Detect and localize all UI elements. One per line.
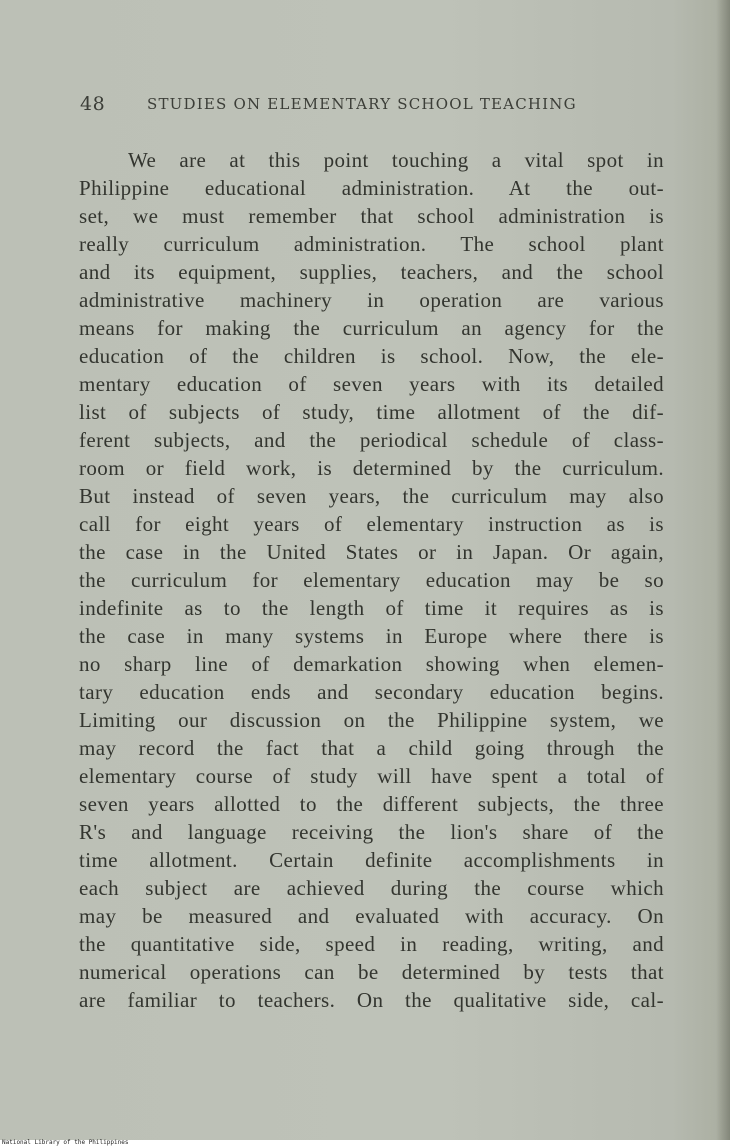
text-line: Limiting our discussion on the Philippine system, we xyxy=(79,708,664,732)
text-line: administrative machinery in operation are various xyxy=(79,288,664,312)
text-line: the curriculum for elementary education may be so xyxy=(79,568,664,592)
text-line: the quantitative side, speed in reading, writing, and xyxy=(79,932,664,956)
text-line: room or field work, is determined by the curriculum. xyxy=(79,456,664,480)
library-watermark: National Library of the Philippines xyxy=(2,1139,129,1146)
text-line: tary education ends and secondary education begins. xyxy=(79,680,664,704)
text-line: and its equipment, supplies, teachers, and the school xyxy=(79,260,664,284)
text-line: mentary education of seven years with its detailed xyxy=(79,372,664,396)
footer-bar xyxy=(0,1140,730,1148)
page-edge-shadow xyxy=(716,0,730,1140)
text-line: R's and language receiving the lion's share of the xyxy=(79,820,664,844)
text-line: really curriculum administration. The school plant xyxy=(79,232,664,256)
text-line: are familiar to teachers. On the qualitative side, cal- xyxy=(79,988,664,1012)
page-number: 48 xyxy=(80,93,106,115)
text-line: call for eight years of elementary instruction as is xyxy=(79,512,664,536)
text-line: time allotment. Certain definite accomplishments in xyxy=(79,848,664,872)
text-line: education of the children is school. Now, the ele- xyxy=(79,344,664,368)
text-line: We are at this point touching a vital spot in xyxy=(128,148,664,172)
text-line: elementary course of study will have spent a total of xyxy=(79,764,664,788)
text-line: the case in the United States or in Japan. Or again, xyxy=(79,540,664,564)
text-line: seven years allotted to the different subjects, the three xyxy=(79,792,664,816)
text-line: the case in many systems in Europe where there is xyxy=(79,624,664,648)
text-line: means for making the curriculum an agency for the xyxy=(79,316,664,340)
text-line: list of subjects of study, time allotment of the dif- xyxy=(79,400,664,424)
text-line: each subject are achieved during the course which xyxy=(79,876,664,900)
running-title: STUDIES ON ELEMENTARY SCHOOL TEACHING xyxy=(147,95,577,113)
text-line: Philippine educational administration. At the out- xyxy=(79,176,664,200)
text-line: But instead of seven years, the curriculum may also xyxy=(79,484,664,508)
text-line: set, we must remember that school administration is xyxy=(79,204,664,228)
text-line: numerical operations can be determined by tests that xyxy=(79,960,664,984)
text-line: indefinite as to the length of time it requires as is xyxy=(79,596,664,620)
text-line: may be measured and evaluated with accuracy. On xyxy=(79,904,664,928)
text-line: ferent subjects, and the periodical schedule of class- xyxy=(79,428,664,452)
text-line: may record the fact that a child going through the xyxy=(79,736,664,760)
text-line: no sharp line of demarkation showing when elemen- xyxy=(79,652,664,676)
